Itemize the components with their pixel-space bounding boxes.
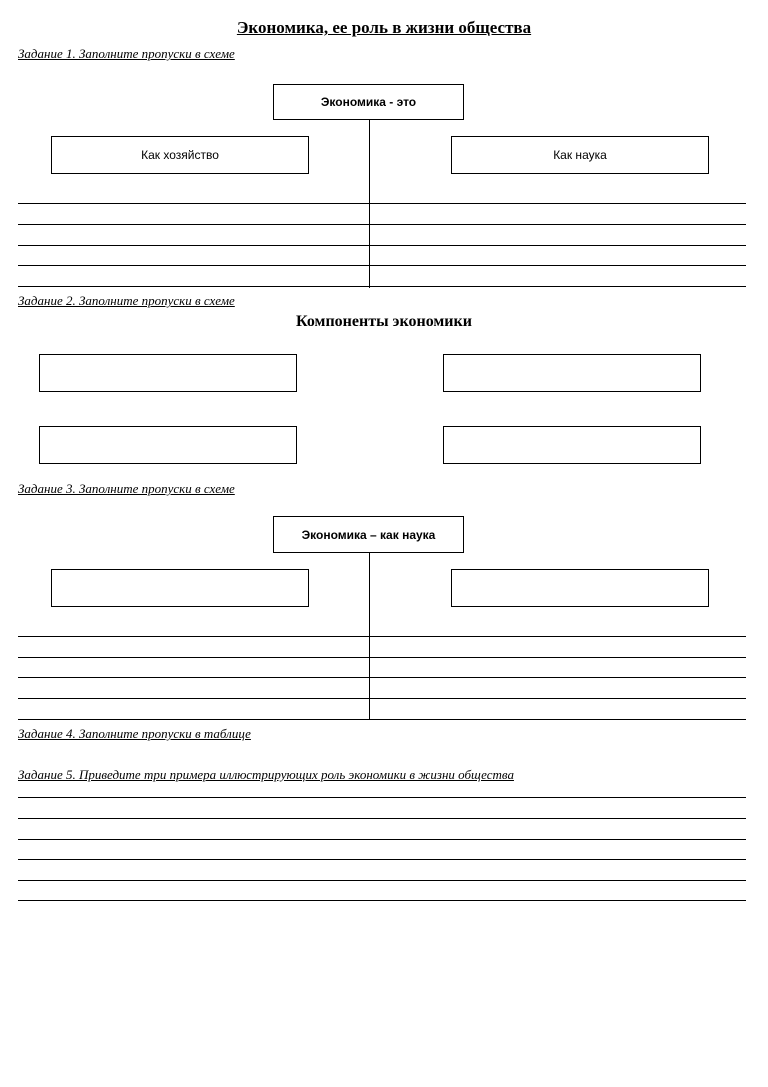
page-title: Экономика, ее роль в жизни общества [236,18,532,37]
task5-label: Задание 5. Приведите три примера иллюстрирующих роль экономики в жизни общества [18,767,514,782]
task5-answer-line [18,839,746,840]
task1-answer-line [18,286,746,287]
task1-answer-line [18,224,746,225]
task5-answer-line [18,880,746,881]
task3-answer-line [18,636,746,637]
task5-answer-line [18,797,746,798]
task1-left-box: Как хозяйство [51,136,309,174]
task1-label: Задание 1. Заполните пропуски в схеме [18,46,235,61]
task1-right-box: Как наука [451,136,709,174]
task3-left-box [51,569,309,607]
task5-answer-line [18,818,746,819]
task2-heading: Компоненты экономики [296,313,472,330]
task3-answer-line [18,698,746,699]
task2-box-top-right [443,354,701,392]
task3-label: Задание 3. Заполните пропуски в схеме [18,481,235,496]
task3-answer-line [18,657,746,658]
task3-answer-line [18,677,746,678]
task3-answer-line [18,719,746,720]
task5-answer-line [18,859,746,860]
task2-box-bottom-right [443,426,701,464]
task1-connector-line [369,120,370,288]
task5-answer-line [18,900,746,901]
task2-label: Задание 2. Заполните пропуски в схеме [18,293,235,308]
task1-top-box: Экономика - это [273,84,464,120]
task2-box-top-left [39,354,297,392]
task3-right-box [451,569,709,607]
task1-answer-line [18,245,746,246]
task1-answer-line [18,203,746,204]
task1-answer-line [18,265,746,266]
task2-box-bottom-left [39,426,297,464]
task3-top-box: Экономика – как наука [273,516,464,553]
task4-label: Задание 4. Заполните пропуски в таблице [18,726,251,741]
